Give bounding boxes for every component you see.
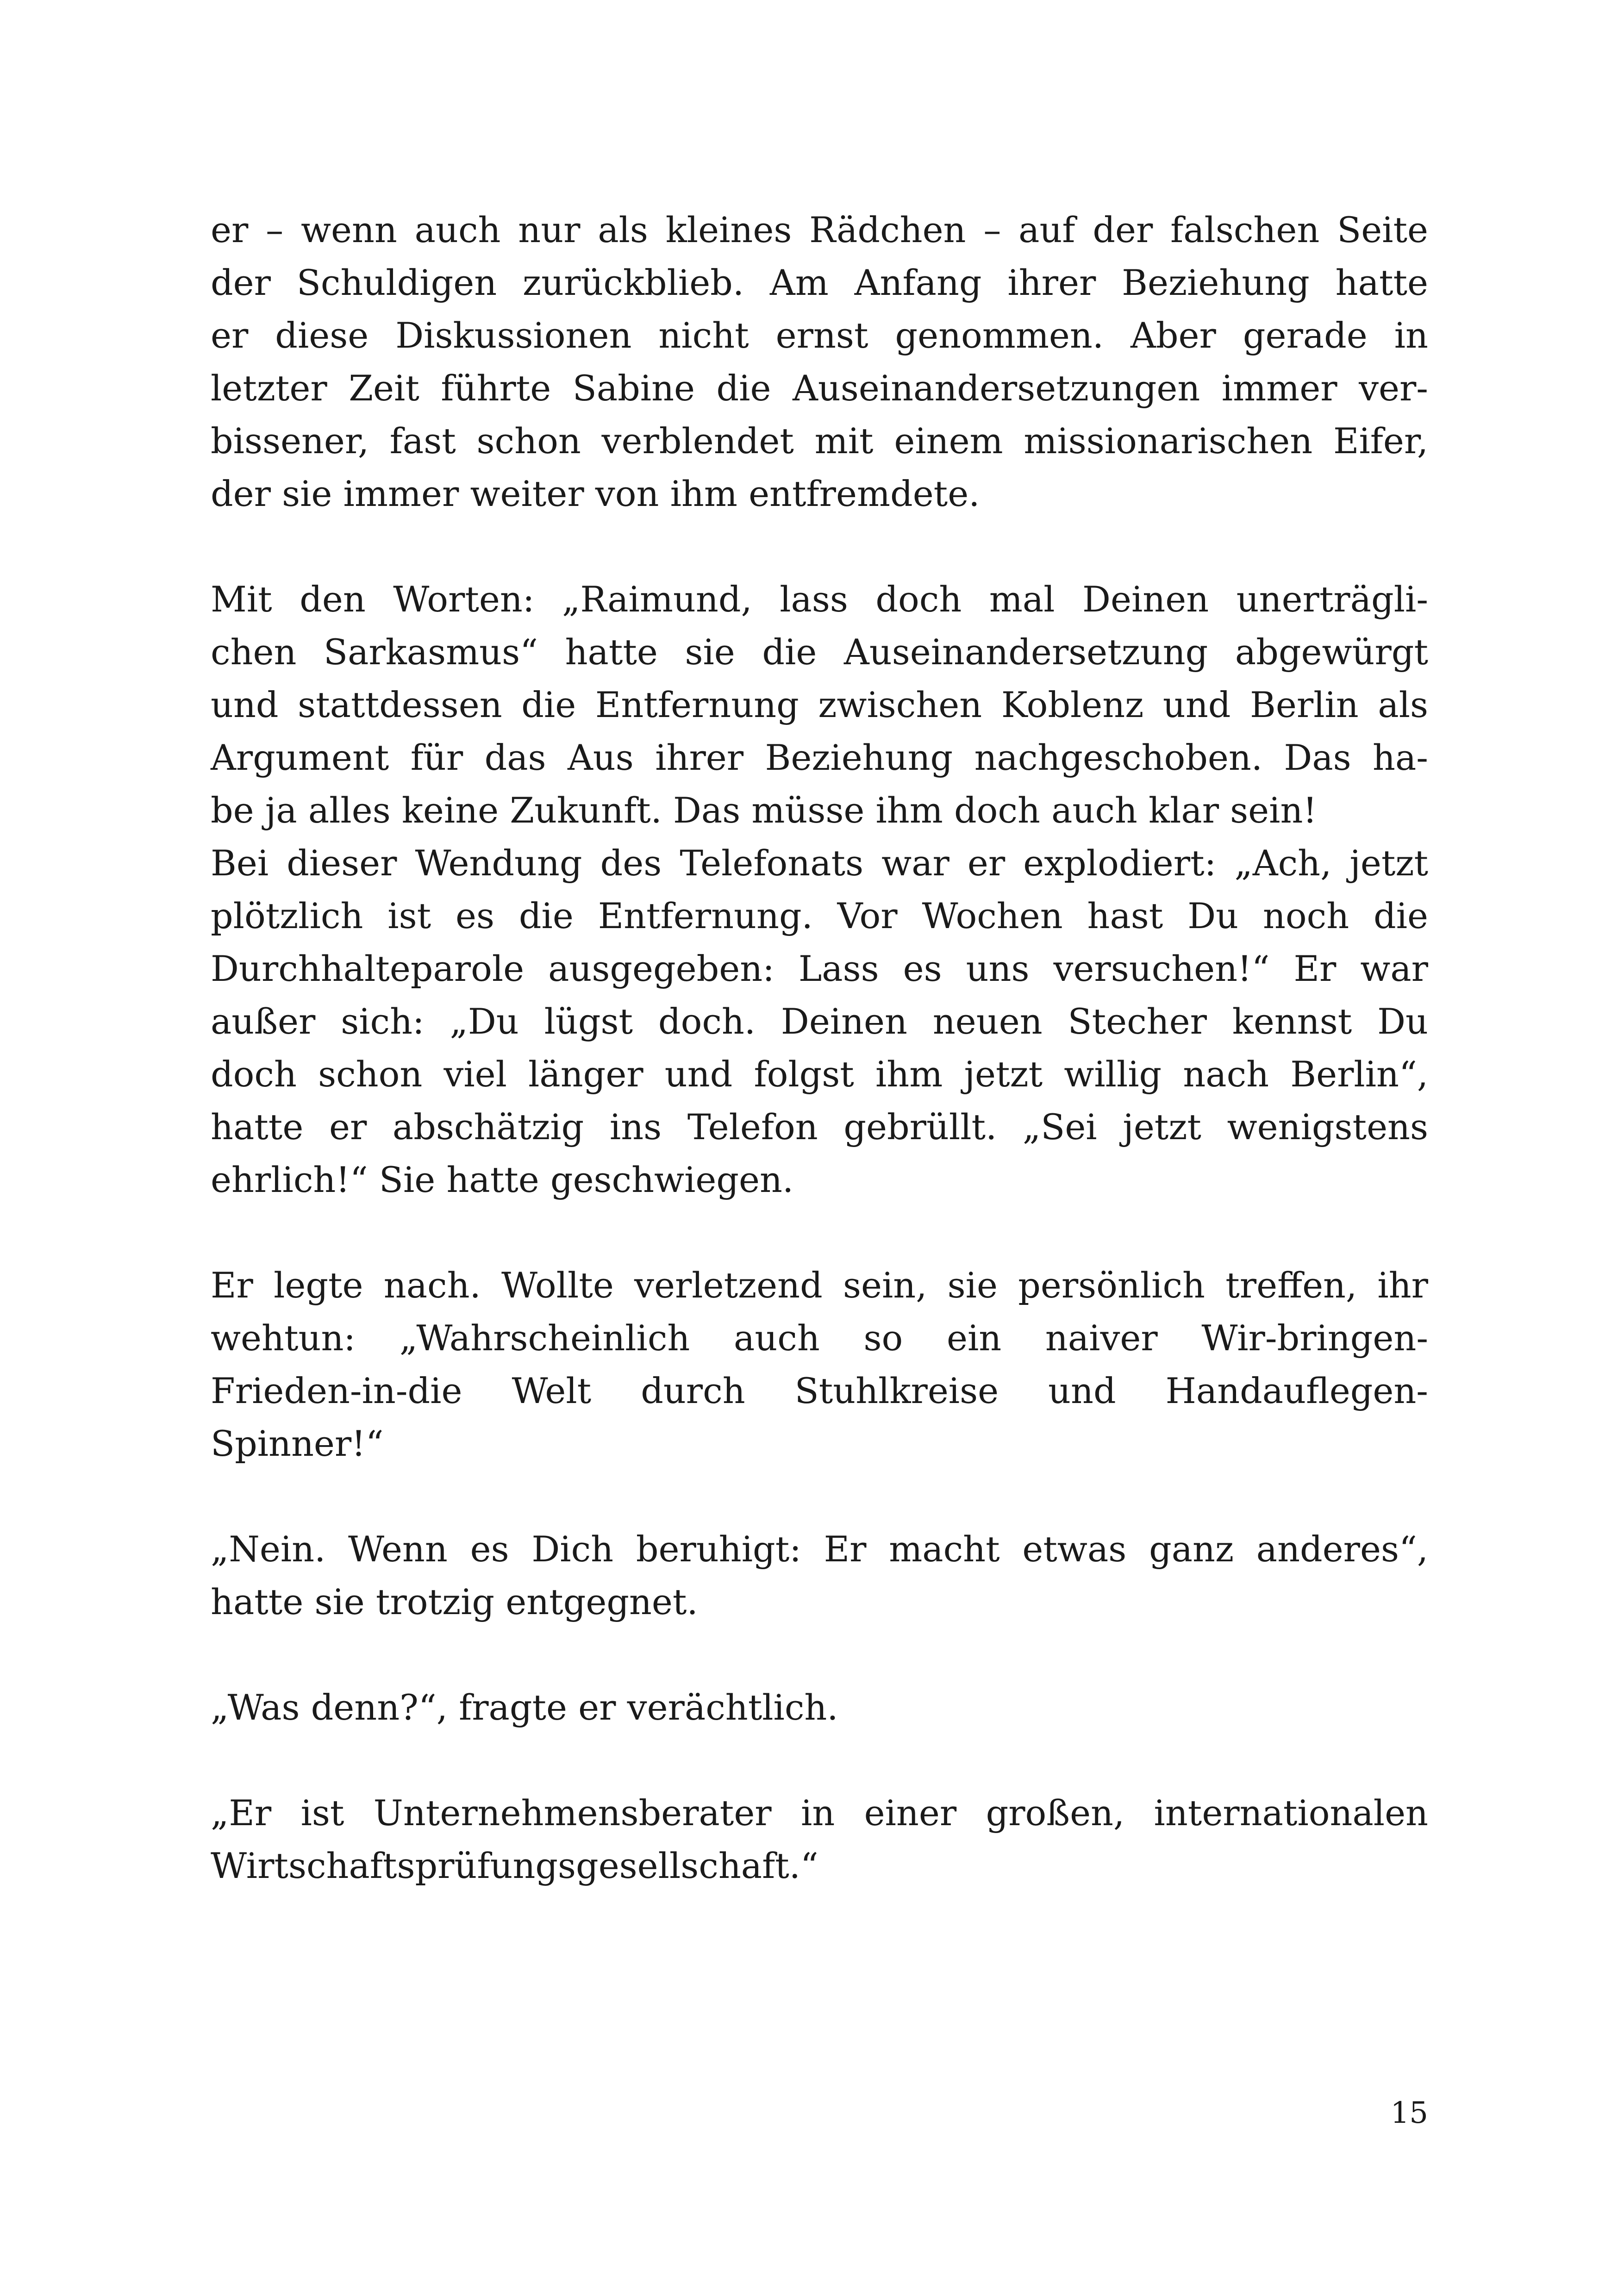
text-line: Wirtschaftsprüfungsgesellschaft.“ xyxy=(211,1845,818,1886)
text-line: und stattdessen die Entfernung zwischen Koblenz und Berlin als xyxy=(211,684,1428,725)
text-line: plötzlich ist es die Entfernung. Vor Wochen hast Du noch die xyxy=(211,895,1428,936)
text-line: außer sich: „Du lügst doch. Deinen neuen Stecher kennst Du xyxy=(211,1001,1428,1042)
text-line: „Er ist Unternehmensberater in einer großen, internationalen xyxy=(211,1792,1428,1834)
page-number: 15 xyxy=(1390,2096,1428,2130)
text-line: Mit den Worten: „Raimund, lass doch mal Deinen unerträgli- xyxy=(211,579,1428,620)
text-line: er – wenn auch nur als kleines Rädchen – auf der falschen Seite xyxy=(211,209,1428,250)
text-line: letzter Zeit führte Sabine die Auseinandersetzungen immer ver- xyxy=(211,368,1428,409)
text-line: chen Sarkasmus“ hatte sie die Auseinandersetzung abgewürgt xyxy=(211,631,1428,673)
text-line: Er legte nach. Wollte verletzend sein, sie persönlich treffen, ihr xyxy=(211,1265,1428,1306)
text-line: doch schon viel länger und folgst ihm jetzt willig nach Berlin“, xyxy=(211,1054,1428,1095)
text-line: Bei dieser Wendung des Telefonats war er explodiert: „Ach, jetzt xyxy=(211,842,1428,884)
text-line: „Nein. Wenn es Dich beruhigt: Er macht etwas ganz anderes“, xyxy=(211,1528,1428,1570)
paragraph xyxy=(211,1523,1428,1628)
text-line: ehrlich!“ Sie hatte geschwiegen. xyxy=(211,1159,794,1200)
text-line: der Schuldigen zurückblieb. Am Anfang ihrer Beziehung hatte xyxy=(211,262,1428,303)
body-text xyxy=(211,204,1428,1945)
text-line: bissener, fast schon verblendet mit einem missionarischen Eifer, xyxy=(211,420,1428,461)
paragraph xyxy=(211,1681,1428,1734)
text-line: hatte er abschätzig ins Telefon gebrüllt. „Sei jetzt wenigstens xyxy=(211,1106,1428,1148)
text-line: Frieden-in-die Welt durch Stuhlkreise und Handauflegen- xyxy=(211,1370,1428,1411)
paragraph xyxy=(211,1787,1428,1892)
text-line: hatte sie trotzig entgegnet. xyxy=(211,1581,698,1622)
paragraph xyxy=(211,573,1428,1206)
paragraph xyxy=(211,204,1428,520)
text-line: be ja alles keine Zukunft. Das müsse ihm doch auch klar sein! xyxy=(211,790,1317,831)
text-line: Argument für das Aus ihrer Beziehung nachgeschoben. Das ha- xyxy=(211,737,1428,778)
text-line: Spinner!“ xyxy=(211,1423,384,1464)
paragraph xyxy=(211,1259,1428,1470)
text-line: „Was denn?“, fragte er verächtlich. xyxy=(211,1687,838,1728)
text-line: wehtun: „Wahrscheinlich auch so ein naiver Wir-bringen- xyxy=(211,1317,1428,1359)
text-line: er diese Diskussionen nicht ernst genommen. Aber gerade in xyxy=(211,315,1428,356)
text-line: der sie immer weiter von ihm entfremdete. xyxy=(211,473,980,514)
text-line: Durchhalteparole ausgegeben: Lass es uns versuchen!“ Er war xyxy=(211,948,1428,989)
